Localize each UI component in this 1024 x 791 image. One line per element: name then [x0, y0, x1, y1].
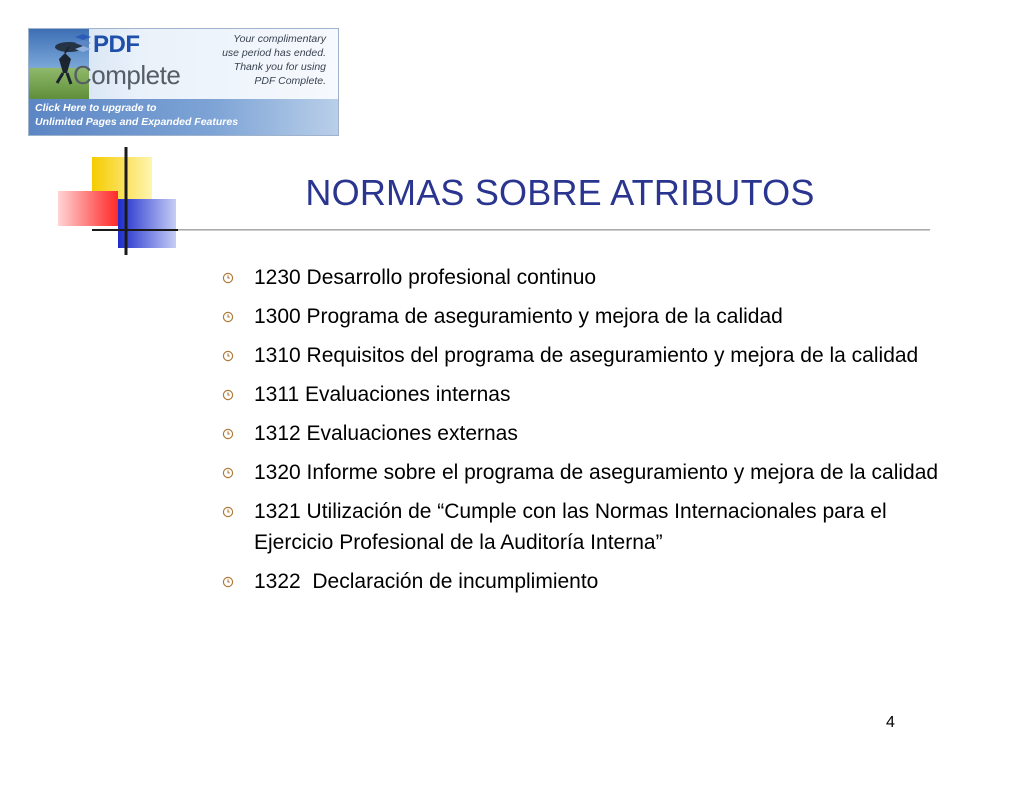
title-divider: [178, 229, 930, 231]
upgrade-link[interactable]: [29, 99, 338, 136]
banner-message: [176, 32, 326, 88]
banner-header: [29, 29, 338, 99]
bullet-item: [222, 496, 952, 558]
upgrade-banner[interactable]: [28, 28, 339, 136]
slide-title: NORMAS SOBRE ATRIBUTOS: [305, 172, 815, 213]
bullet-text: 1300 Programa de aseguramiento y mejora de la calidad: [254, 305, 783, 328]
clock-bullet-icon: [222, 272, 234, 284]
red-square: [58, 191, 118, 226]
bullet-text: 1321 Utilización de “Cumple con las Normas Internacionales para el Ejercicio Profesional de la Auditoría Interna”: [254, 500, 893, 554]
pdf-complete-logo-icon: [73, 33, 93, 55]
bullet-text: 1230 Desarrollo profesional continuo: [254, 266, 597, 289]
page-number: 4: [886, 714, 895, 731]
bullet-item: [222, 379, 952, 410]
brand-product: Complete: [73, 60, 181, 90]
bullet-item: [222, 301, 952, 332]
clock-bullet-icon: [222, 506, 234, 518]
clock-bullet-icon: [222, 467, 234, 479]
bullet-text: 1312 Evaluaciones externas: [254, 422, 518, 445]
bullet-text: 1322 Declaración de incumplimiento: [254, 570, 599, 593]
clock-bullet-icon: [222, 428, 234, 440]
bullet-list: [222, 262, 952, 605]
banner-message-line: Thank you for using: [233, 61, 326, 73]
upgrade-link-line[interactable]: Unlimited Pages and Expanded Features: [35, 116, 239, 128]
clock-bullet-icon: [222, 389, 234, 401]
bullet-text: 1320 Informe sobre el programa de aseguramiento y mejora de la calidad: [254, 461, 939, 484]
bullet-item: [222, 418, 952, 449]
banner-message-line: use period has ended.: [222, 47, 326, 59]
banner-message-line: Your complimentary: [233, 33, 326, 45]
yellow-square: [92, 157, 152, 207]
bullet-item: [222, 566, 952, 597]
bullet-item: [222, 457, 952, 488]
clock-bullet-icon: [222, 311, 234, 323]
bullet-item: [222, 262, 952, 293]
brand-name: PDF: [93, 31, 140, 58]
banner-message-line: PDF Complete.: [254, 75, 326, 87]
clock-bullet-icon: [222, 576, 234, 588]
clock-bullet-icon: [222, 350, 234, 362]
bullet-item: [222, 340, 952, 371]
blue-square: [118, 199, 176, 248]
upgrade-link-line[interactable]: Click Here to upgrade to: [35, 102, 157, 114]
bullet-text: 1311 Evaluaciones internas: [254, 383, 511, 406]
bullet-text: 1310 Requisitos del programa de aseguramiento y mejora de la calidad: [254, 344, 919, 367]
